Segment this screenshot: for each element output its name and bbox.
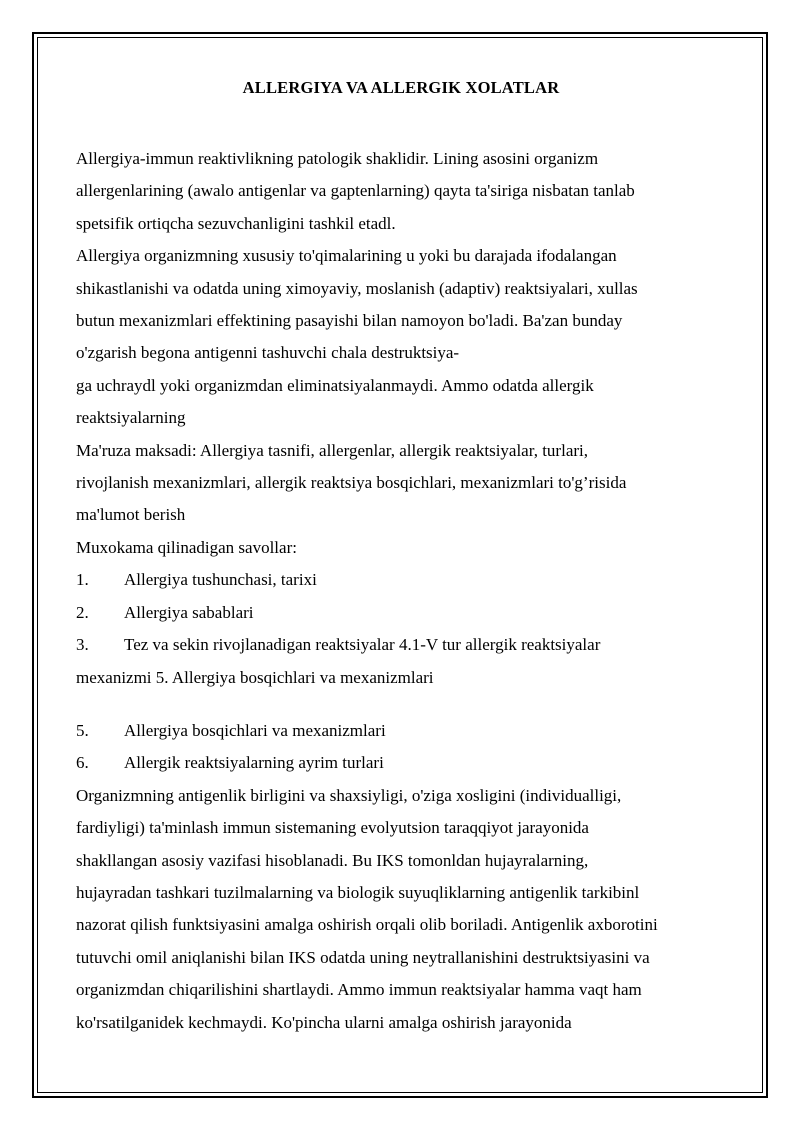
list-item-number: 1. xyxy=(76,570,89,590)
paragraph-line: ko'rsatilganidek kechmaydi. Ko'pincha ularni amalga oshirish jarayonida xyxy=(76,1012,572,1032)
paragraph-line: shakllangan asosiy vazifasi hisoblanadi. Bu IKS tomonldan hujayralarning, xyxy=(76,850,589,870)
paragraph-line: Ma'ruza maksadi: Allergiya tasnifi, allergenlar, allergik reaktsiyalar, turlari, xyxy=(76,440,588,460)
list-item-text: Tez va sekin rivojlanadigan reaktsiyalar 4.1-V tur allergik reaktsiyalar xyxy=(124,635,601,655)
paragraph-line: ga uchraydl yoki organizmdan eliminatsiyalanmaydi. Ammo odatda allergik xyxy=(76,375,594,395)
paragraph-line: butun mexanizmlari effektining pasayishi bilan namoyon bo'ladi. Ba'zan bunday xyxy=(76,311,623,331)
list-item-text: Allergiya tushunchasi, tarixi xyxy=(124,570,317,590)
paragraph-line: shikastlanishi va odatda uning ximoyaviy, moslanish (adaptiv) reaktsiyalari, xullas xyxy=(76,278,638,298)
paragraph-line: rivojlanish mexanizmlari, allergik reaktsiya bosqichlari, mexanizmlari to'g’risida xyxy=(76,473,627,493)
paragraph-line: Allergiya-immun reaktivlikning patologik shaklidir. Lining asosini organizm xyxy=(76,149,599,168)
list-item xyxy=(76,715,726,747)
list-item xyxy=(76,564,726,596)
paragraph-line: o'zgarish begona antigenni tashuvchi chala destruktsiya- xyxy=(76,343,460,363)
list-item-continuation: mexanizmi 5. Allergiya bosqichlari va mexanizmlari xyxy=(76,667,434,687)
list-item xyxy=(76,747,726,779)
list-item-text: Allergiya sabablari xyxy=(124,602,254,622)
paragraph-line: Organizmning antigenlik birligini va shaxsiyligi, o'ziga xosligini (individualligi, xyxy=(76,785,622,805)
paragraph-line: organizmdan chiqarilishini shartlaydi. Ammo immun reaktsiyalar hamma vaqt ham xyxy=(76,980,642,1000)
paragraph-line: hujayradan tashkari tuzilmalarning va biologik suyuqliklarning antigenlik tarkibinl xyxy=(76,882,640,902)
paragraph-line: fardiyligi) ta'minlash immun sistemaning evolyutsion taraqqiyot jarayonida xyxy=(76,818,589,838)
discussion-questions-heading: Muxokama qilinadigan savollar: xyxy=(76,537,297,557)
list-item xyxy=(76,597,726,629)
paragraph-line: reaktsiyalarning xyxy=(76,408,186,428)
paragraph-line: tutuvchi omil aniqlanishi bilan IKS odatda uning neytrallanishini destruktsiyasini va xyxy=(76,947,650,967)
list-item xyxy=(76,629,726,661)
spacer xyxy=(76,694,726,715)
list-item-number: 5. xyxy=(76,720,89,740)
paragraph-line: Allergiya organizmning xususiy to'qimalarining u yoki bu darajada ifodalangan xyxy=(76,246,617,266)
paragraph-line: allergenlarining (awalo antigenlar va gaptenlarning) qayta ta'siriga nisbatan tanlab xyxy=(76,181,635,201)
list-item-number: 2. xyxy=(76,602,89,622)
list-item-number: 6. xyxy=(76,753,89,773)
paragraph-line: ma'lumot berish xyxy=(76,505,186,525)
paragraph-line: nazorat qilish funktsiyasini amalga oshirish orqali olib boriladi. Antigenlik axborotini xyxy=(76,915,658,935)
list-item-text: Allergiya bosqichlari va mexanizmlari xyxy=(124,720,386,740)
list-item-text: Allergik reaktsiyalarning ayrim turlari xyxy=(124,753,384,773)
document-body xyxy=(76,76,726,1039)
document-title: ALLERGIYA VA ALLERGIK XOLATLAR xyxy=(242,78,560,97)
paragraph-line: spetsifik ortiqcha sezuvchanligini tashkil etadl. xyxy=(76,213,396,233)
list-item-number: 3. xyxy=(76,635,89,655)
